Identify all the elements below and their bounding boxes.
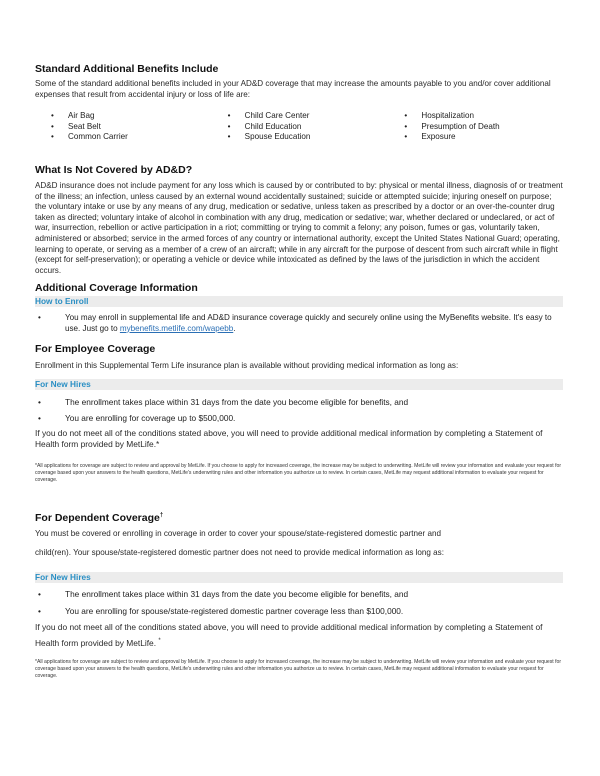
employee-footnote: *All applications for coverage are subject to review and approval by MetLife. If you choose to apply for increased coverage, the increase may be subject to underwriting. MetLife will review your information and evaluate your request for coverage based upon your answers to the health questions, MetLife's underwriting rules and other information you authorize us to review. In certain cases, MetLife may request additional information to evaluate your request for coverage.: [35, 463, 562, 483]
enroll-bullet: [35, 313, 555, 334]
dependent-outro: [35, 620, 563, 650]
benefits-column-3: [388, 111, 565, 143]
asterisk-mark: *: [158, 638, 161, 644]
benefit-item: • Exposure: [388, 132, 565, 143]
dependent-footnote: *All applications for coverage are subject to review and approval by MetLife. If you choose to apply for increased coverage, the increase may be subject to underwriting. MetLife will review your information and evaluate your request for coverage based upon your answers to the health questions, MetLife's underwriting rules and other information you authorize us to review. In certain cases, MetLife may request additional information to evaluate your request for coverage.: [35, 659, 562, 679]
benefit-item: • Child Care Center: [212, 111, 389, 122]
standard-benefits-heading: Standard Additional Benefits Include: [35, 63, 219, 75]
dependent-line-2: child(ren). Your spouse/state-registered domestic partner does not need to provide medical information as long as:: [35, 548, 444, 557]
benefit-item: • Common Carrier: [35, 132, 212, 143]
benefits-column-2: [212, 111, 389, 143]
benefits-list: [35, 111, 565, 143]
dependent-bullet: • You are enrolling for spouse/state-registered domestic partner coverage less than $100,000.: [35, 606, 555, 617]
dependent-new-hires-band: For New Hires: [35, 572, 563, 583]
enroll-end: .: [233, 323, 236, 333]
dependent-outro-text: If you do not meet all of the conditions stated above, you will need to provide additional medical information by completing a Statement of Health form provided by MetLife.: [35, 622, 543, 648]
benefit-item: • Child Education: [212, 122, 389, 133]
employee-new-hires-band: For New Hires: [35, 379, 563, 390]
dependent-line-1: You must be covered or enrolling in coverage in order to cover your spouse/state-registered domestic partner and: [35, 529, 441, 538]
how-to-enroll-band: How to Enroll: [35, 296, 563, 307]
enroll-text: You may enroll in supplemental life and AD&D insurance coverage quickly and securely online using the MyBenefits website. It's easy to use. Just go to: [65, 313, 552, 333]
standard-benefits-intro: Some of the standard additional benefits included in your AD&D coverage that may increase the amounts payable to you and/or cover additional expenses that result from accidental injury or loss of life are:: [35, 79, 551, 99]
benefit-item: • Spouse Education: [212, 132, 389, 143]
benefit-item: • Presumption of Death: [388, 122, 565, 133]
dependent-coverage-heading: [35, 512, 163, 524]
employee-bullet: • You are enrolling for coverage up to $500,000.: [35, 413, 555, 424]
benefits-column-1: [35, 111, 212, 143]
mybenefits-link[interactable]: mybenefits.metlife.com/wapebb: [119, 323, 234, 333]
benefit-item: • Seat Belt: [35, 122, 212, 133]
additional-info-heading: Additional Coverage Information: [35, 282, 198, 294]
dependent-heading-text: For Dependent Coverage: [35, 512, 160, 524]
dagger-mark: †: [159, 512, 164, 519]
employee-intro: Enrollment in this Supplemental Term Life insurance plan is available without providing medical information as long as:: [35, 361, 459, 370]
employee-outro: If you do not meet all of the conditions stated above, you will need to provide additional medical information by completing a Statement of Health form provided by MetLife.*: [35, 428, 543, 449]
employee-coverage-heading: For Employee Coverage: [35, 343, 156, 355]
benefit-item: • Air Bag: [35, 111, 212, 122]
dependent-bullet: • The enrollment takes place within 31 days from the date you become eligible for benefits, and: [35, 589, 555, 600]
employee-bullet: • The enrollment takes place within 31 days from the date you become eligible for benefits, and: [35, 397, 555, 408]
not-covered-heading: What Is Not Covered by AD&D?: [35, 164, 193, 176]
not-covered-body: AD&D insurance does not include payment for any loss which is caused by or contributed to by: physical or mental illness, diagnosis of or treatment of the illness; an infection, unless caused by an external wound accidentally sustained; suicide or attempted suicide; injuring oneself on purpose; the voluntary intake or use by any means of any drug, medication or sedative, unless taken as prescribed by a doctor or an over-the-counter drug taken as directed; voluntary intake of alcohol in combination with any drug, medication or sedative; war, whether declared or undeclared, or act of war, insurrection, rebellion or active participation in a riot; committing or trying to commit a felony; any poison, fumes or gas, voluntarily taken, administered or absorbed; service in the armed forces of any country or international authority, except the United States National Guard; operating, learning to operate, or serving as a member of a crew of an aircraft; while in any aircraft for the purpose of descent from such aircraft while in flight (except for self-preservation); or operating a vehicle or device while intoxicated as defined by the laws of the jurisdiction in which the accident occurs.: [35, 181, 563, 275]
benefit-item: • Hospitalization: [388, 111, 565, 122]
